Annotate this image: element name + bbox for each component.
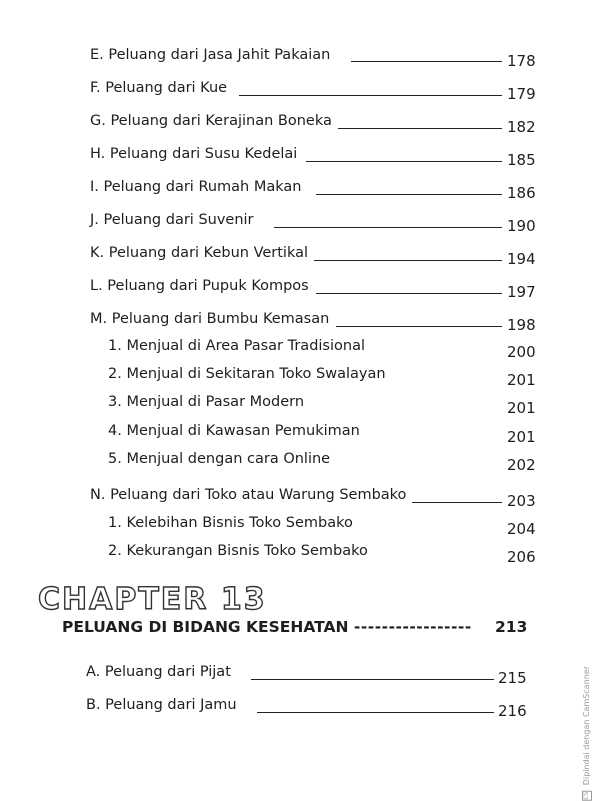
toc-entry <box>0 76 600 103</box>
chapter-title-row <box>62 618 532 636</box>
toc-entry <box>0 660 600 687</box>
toc-entry-page: 215 <box>498 669 527 687</box>
toc-leader-line <box>306 161 502 162</box>
toc-entry-page: 216 <box>498 702 527 720</box>
toc-entry-page: 198 <box>507 316 536 334</box>
toc-entry <box>0 693 600 720</box>
toc-entry-page: 197 <box>507 283 536 301</box>
toc-entry-page: 203 <box>507 492 536 510</box>
toc-entry-label: I. Peluang dari Rumah Makan <box>90 179 302 195</box>
toc-entry <box>0 43 600 70</box>
toc-subentry-page: 202 <box>507 456 536 474</box>
toc-subentry-label: 5. Menjual dengan cara Online <box>108 451 331 467</box>
toc-entry-label: E. Peluang dari Jasa Jahit Pakaian <box>90 47 331 63</box>
toc-entry <box>0 109 600 136</box>
toc-entry-label: G. Peluang dari Kerajinan Boneka <box>90 113 332 129</box>
camscanner-icon: CS <box>583 791 590 800</box>
toc-subentry <box>0 419 600 446</box>
toc-entry <box>0 483 600 510</box>
toc-leader-line <box>338 128 502 129</box>
toc-leader-line <box>314 260 502 261</box>
chapter-leader: ----------------- <box>353 618 472 636</box>
watermark-text: Dipindai dengan CamScanner <box>582 666 591 786</box>
toc-leader-line <box>336 326 502 327</box>
toc-entry-label: K. Peluang dari Kebun Vertikal <box>90 245 309 261</box>
toc-subentry-page: 204 <box>507 520 536 538</box>
toc-subentry <box>0 390 600 417</box>
chapter-title: PELUANG DI BIDANG KESEHATAN <box>62 618 349 636</box>
toc-subentry-page: 201 <box>507 399 536 417</box>
toc-entry-label: A. Peluang dari Pijat <box>86 664 231 680</box>
toc-entry-label: N. Peluang dari Toko atau Warung Sembako <box>90 487 407 503</box>
toc-subentry <box>0 511 600 538</box>
toc-leader-line <box>412 502 502 503</box>
chapter-page: 213 <box>495 618 528 636</box>
toc-leader-line <box>316 194 502 195</box>
toc-subentry-label: 4. Menjual di Kawasan Pemukiman <box>108 423 360 439</box>
toc-leader-line <box>316 293 502 294</box>
toc-entry <box>0 307 600 334</box>
toc-entry-page: 186 <box>507 184 536 202</box>
toc-entry-page: 190 <box>507 217 536 235</box>
toc-subentry-page: 201 <box>507 371 536 389</box>
toc-entry-label: J. Peluang dari Suvenir <box>90 212 254 228</box>
toc-subentry <box>0 447 600 474</box>
scanner-watermark <box>582 666 596 801</box>
chapter-heading: CHAPTER 13 <box>38 582 267 617</box>
toc-subentry <box>0 362 600 389</box>
toc-entry-page: 194 <box>507 250 536 268</box>
toc-subentry-page: 200 <box>507 343 536 361</box>
toc-subentry-page: 201 <box>507 428 536 446</box>
toc-leader-line <box>239 95 502 96</box>
toc-entry-label: M. Peluang dari Bumbu Kemasan <box>90 311 330 327</box>
toc-entry <box>0 142 600 169</box>
toc-entry-label: B. Peluang dari Jamu <box>86 697 237 713</box>
toc-entry-label: H. Peluang dari Susu Kedelai <box>90 146 298 162</box>
toc-leader-line <box>351 61 502 62</box>
toc-entry-page: 182 <box>507 118 536 136</box>
toc-subentry-label: 2. Menjual di Sekitaran Toko Swalayan <box>108 366 386 382</box>
toc-leader-line <box>274 227 502 228</box>
toc-leader-line <box>257 712 494 713</box>
toc-entry-label: L. Peluang dari Pupuk Kompos <box>90 278 309 294</box>
toc-entry-page: 185 <box>507 151 536 169</box>
toc-subentry-page: 206 <box>507 548 536 566</box>
toc-subentry-label: 1. Menjual di Area Pasar Tradisional <box>108 338 365 354</box>
toc-subentry-label: 3. Menjual di Pasar Modern <box>108 394 305 410</box>
toc-entry <box>0 208 600 235</box>
toc-entry <box>0 241 600 268</box>
toc-entry <box>0 274 600 301</box>
toc-subentry <box>0 334 600 361</box>
toc-entry-page: 178 <box>507 52 536 70</box>
toc-subentry-label: 2. Kekurangan Bisnis Toko Sembako <box>108 543 368 559</box>
toc-entry-page: 179 <box>507 85 536 103</box>
toc-entry <box>0 175 600 202</box>
toc-leader-line <box>251 679 494 680</box>
toc-subentry <box>0 539 600 566</box>
toc-entry-label: F. Peluang dari Kue <box>90 80 228 96</box>
toc-subentry-label: 1. Kelebihan Bisnis Toko Sembako <box>108 515 353 531</box>
